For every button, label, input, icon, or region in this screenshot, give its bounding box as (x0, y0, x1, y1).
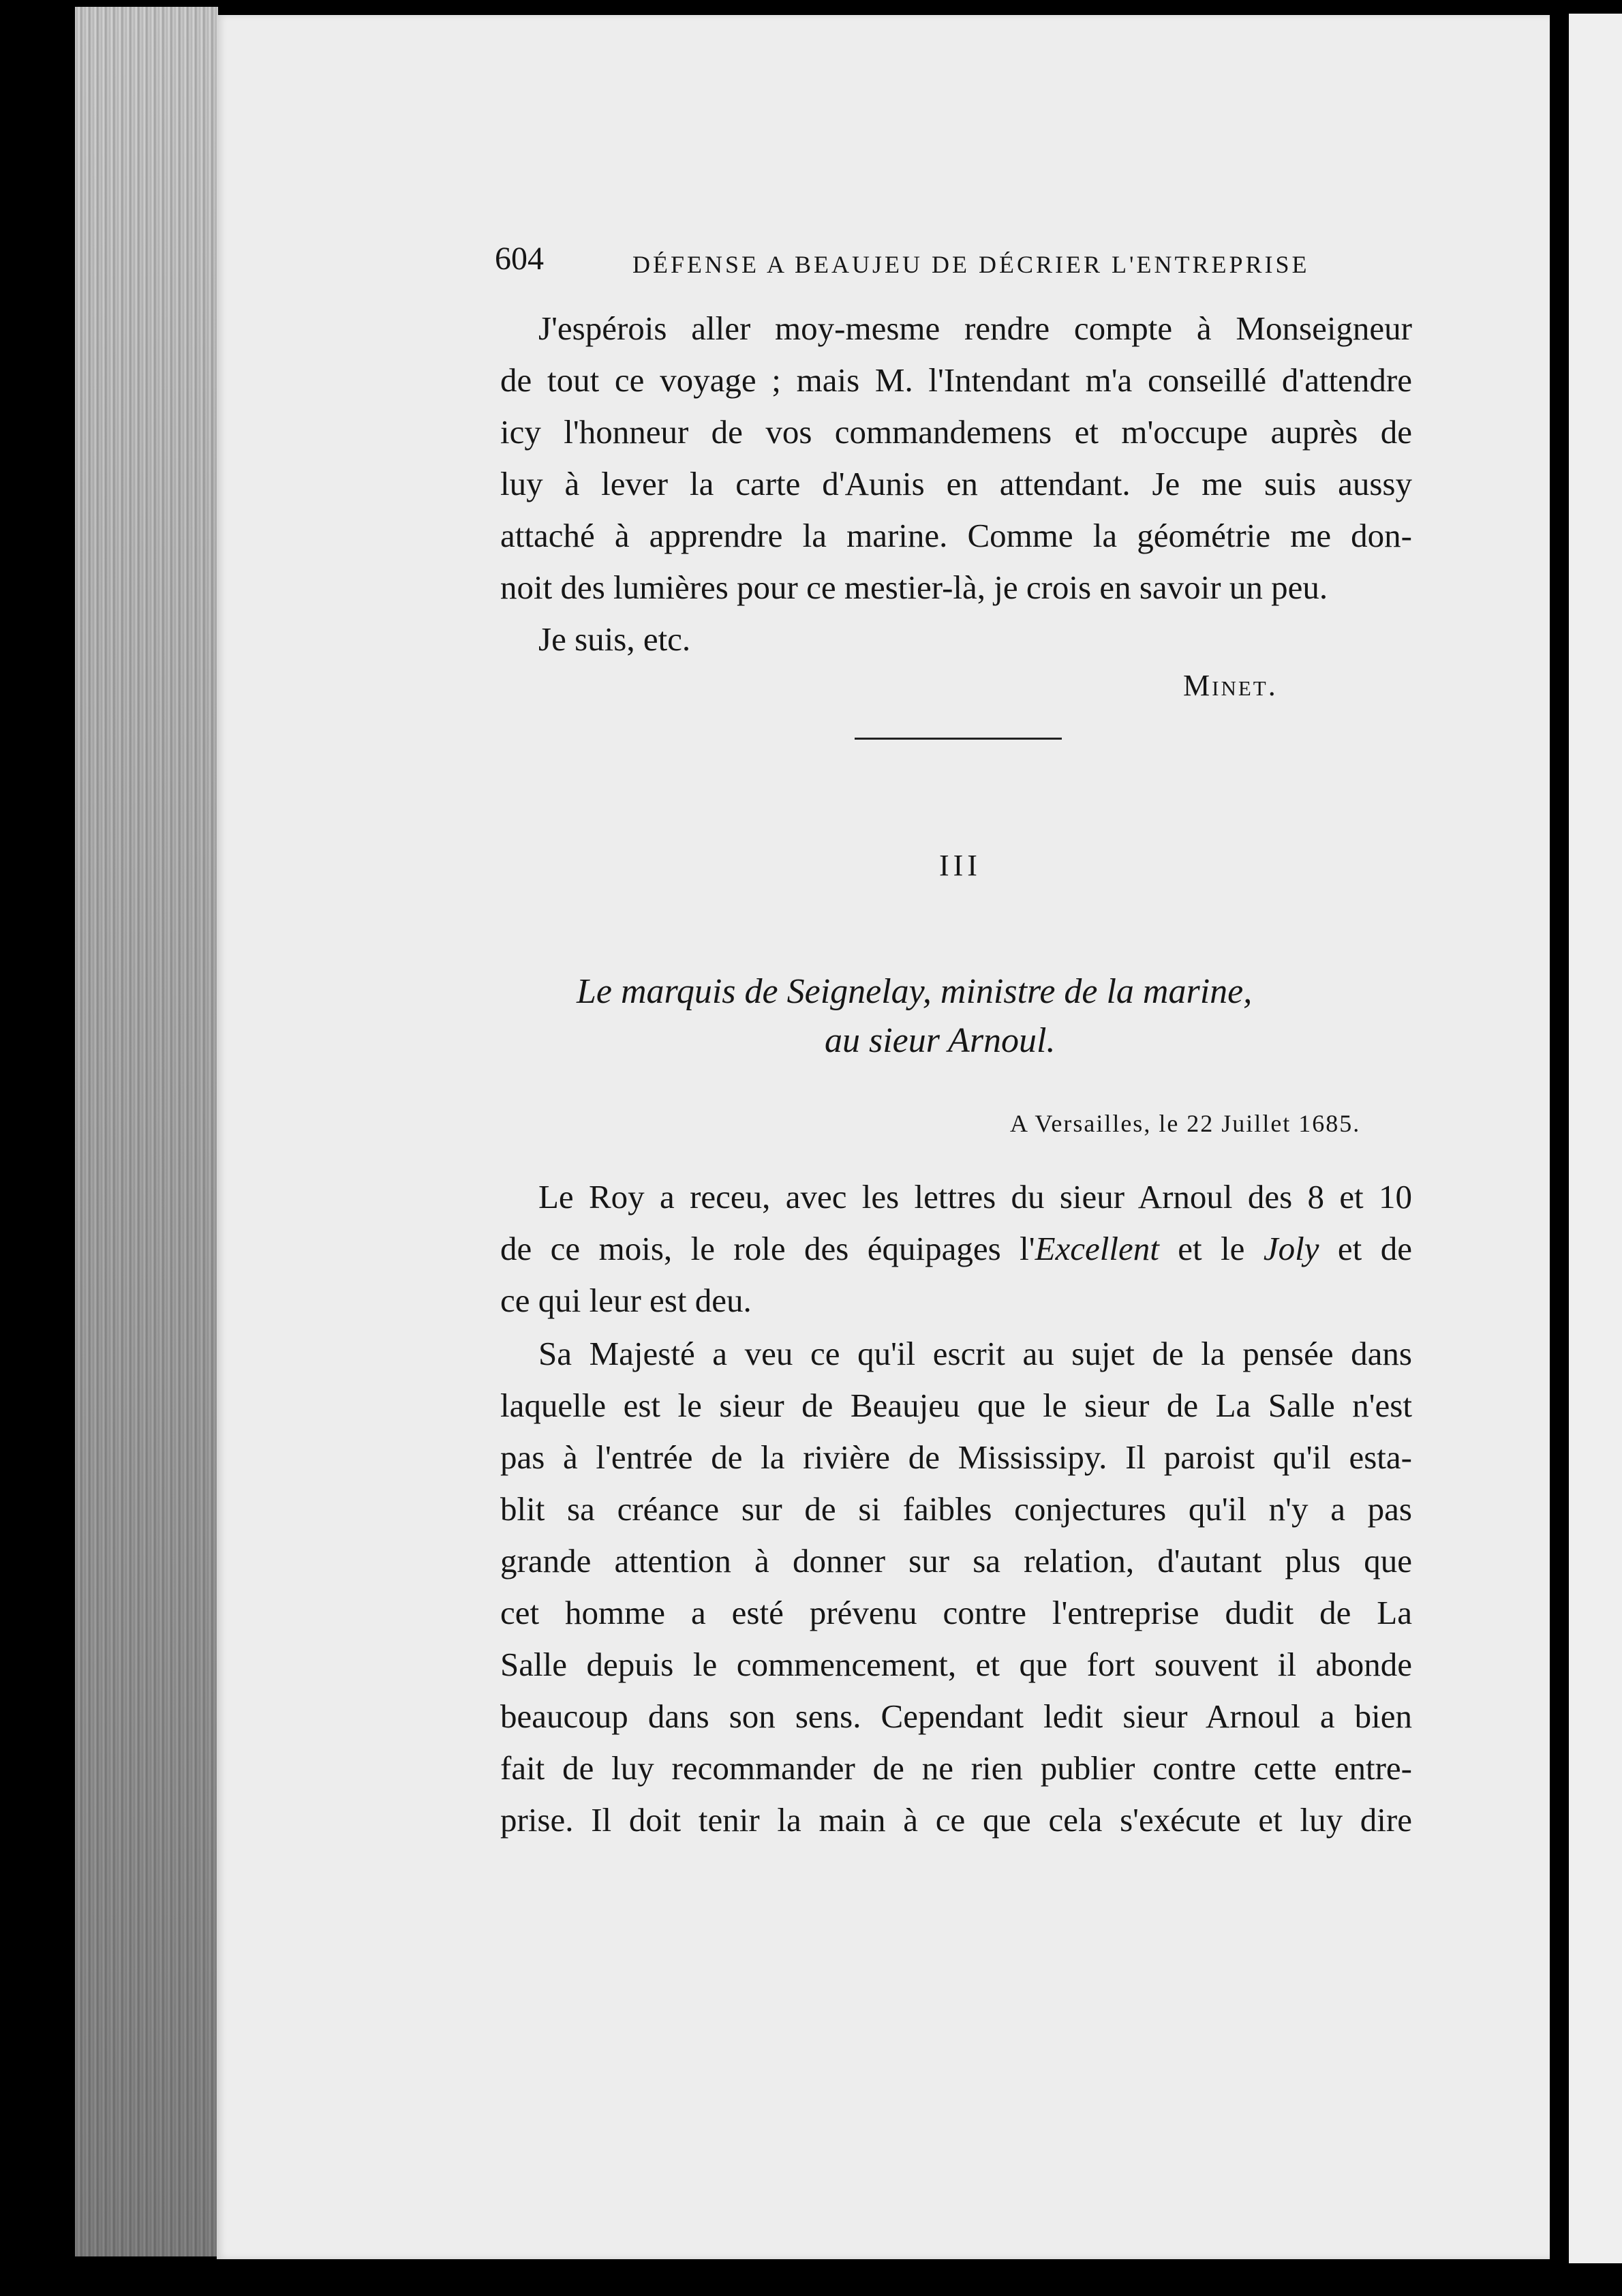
text-run: de ce mois, le role des équipages l' (500, 1230, 1035, 1267)
text-line: ce qui leur est deu. (500, 1282, 752, 1319)
text-line: J'espérois aller moy-mesme rendre compte à Monseigneur (538, 309, 1412, 347)
running-head: DÉFENSE A BEAUJEU DE DÉCRIER L'ENTREPRISE (632, 251, 1310, 278)
text-line: icy l'honneur de vos commandemens et m'occupe auprès de (500, 413, 1412, 451)
text-line: prise. Il doit tenir la main à ce que cela s'exécute et luy dire (500, 1801, 1412, 1839)
text-line (500, 1223, 1412, 1275)
page-number: 604 (495, 241, 544, 277)
text-line: luy à lever la carte d'Aunis en attendant. Je me suis aussy (500, 465, 1412, 502)
dateline: A Versailles, le 22 Juillet 1685. (1010, 1110, 1361, 1137)
page-edge-shadow (75, 7, 218, 2256)
text-line: de tout ce voyage ; mais M. l'Intendant m'a conseillé d'attendre (500, 361, 1412, 399)
closing-formula: Je suis, etc. (538, 620, 691, 658)
ship-name: Excellent (1035, 1230, 1159, 1267)
text-line: cet homme a esté prévenu contre l'entreprise dudit de La (500, 1594, 1412, 1631)
section-divider-rule (855, 738, 1062, 740)
facing-page-edge (1569, 14, 1622, 2263)
text-line: Salle depuis le commencement, et que fort souvent il abonde (500, 1646, 1412, 1683)
text-line: laquelle est le sieur de Beaujeu que le sieur de La Salle n'est (500, 1387, 1412, 1424)
text-run: et le (1159, 1230, 1264, 1267)
text-line: fait de luy recommander de ne rien publier contre cette entre- (500, 1749, 1412, 1787)
section-number: III (939, 849, 981, 882)
text-line: attaché à apprendre la marine. Comme la géométrie me don- (500, 517, 1412, 554)
text-line: pas à l'entrée de la rivière de Mississipy. Il paroist qu'il esta- (500, 1438, 1412, 1476)
signature: Minet. (1183, 669, 1278, 702)
text-line: Le Roy a receu, avec les lettres du sieur Arnoul des 8 et 10 (538, 1178, 1412, 1215)
text-run: et de (1319, 1230, 1412, 1267)
paragraph (500, 1171, 1412, 1327)
letter-heading-line: Le marquis de Seignelay, ministre de la marine, (577, 972, 1253, 1011)
letter-closing-paragraph (500, 303, 1412, 665)
text-line: Sa Majesté a veu ce qu'il escrit au sujet de la pensée dans (538, 1335, 1412, 1372)
letter-heading-line: au sieur Arnoul. (825, 1021, 1056, 1060)
ship-name: Joly (1263, 1230, 1319, 1267)
paragraph (500, 1328, 1412, 1846)
text-line: beaucoup dans son sens. Cependant ledit sieur Arnoul a bien (500, 1697, 1412, 1735)
text-line: grande attention à donner sur sa relation, d'autant plus que (500, 1542, 1412, 1580)
text-line: blit sa créance sur de si faibles conjectures qu'il n'y a pas (500, 1490, 1412, 1528)
text-line: noit des lumières pour ce mestier-là, je crois en savoir un peu. (500, 569, 1328, 606)
